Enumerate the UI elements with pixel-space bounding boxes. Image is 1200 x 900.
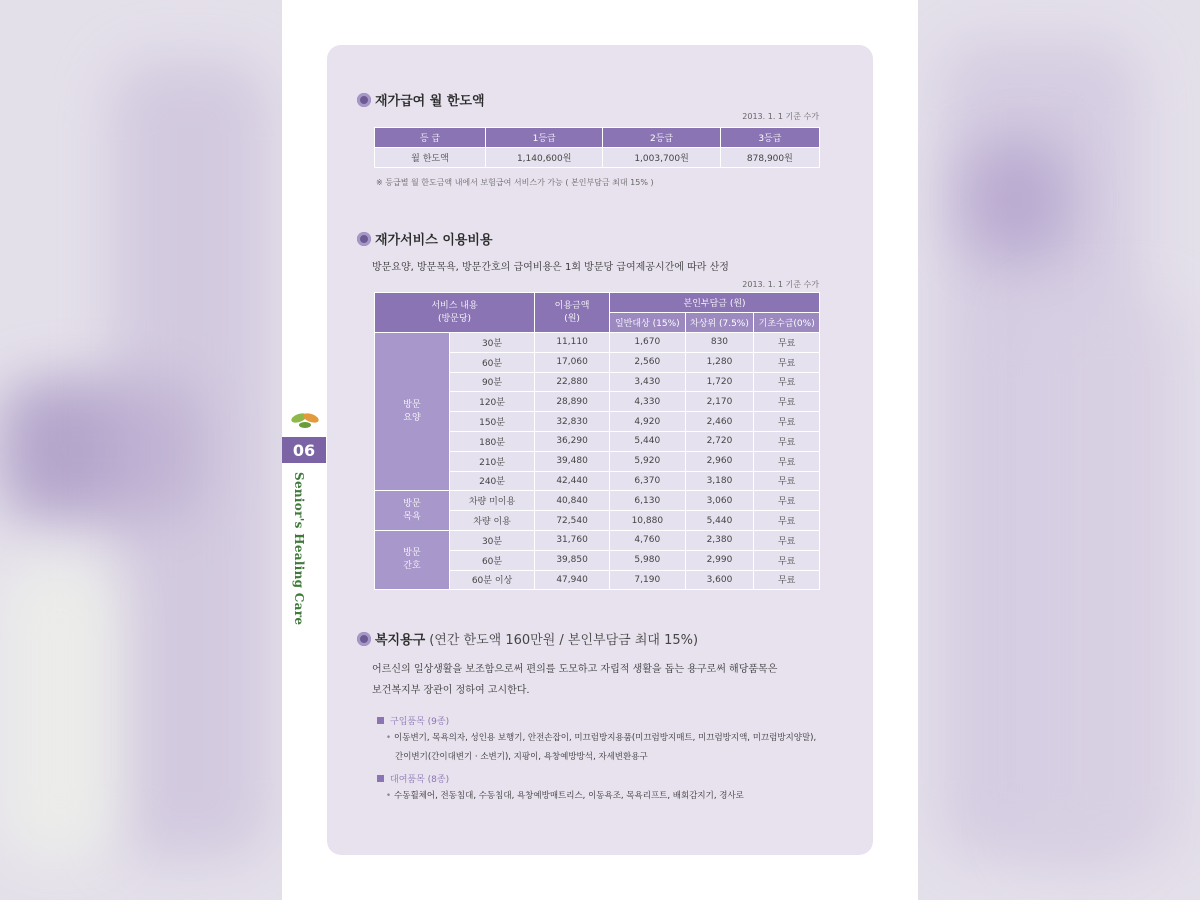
- backdrop-blur: [960, 140, 1070, 260]
- table-cell: 2,170: [685, 392, 754, 412]
- table-cell: 3,430: [610, 372, 686, 392]
- dot-bullet-icon: •: [386, 791, 392, 801]
- table-row: [375, 491, 820, 511]
- backdrop-blur: [1020, 300, 1190, 860]
- table-cell: 무료: [754, 352, 820, 372]
- table-cell: 7,190: [610, 570, 686, 590]
- dot-bullet-icon: •: [386, 733, 392, 743]
- table-cell: 30분: [450, 530, 535, 550]
- spine-title: Senior's Healing Care: [292, 472, 306, 626]
- subheader-cell: 차상위 (7.5%): [685, 313, 754, 333]
- header-cell: 2등급: [603, 128, 720, 148]
- table-cell: 2,720: [685, 431, 754, 451]
- table-cell: 6,370: [610, 471, 686, 491]
- table-cell: 830: [685, 333, 754, 353]
- table-cell: 72,540: [535, 511, 610, 531]
- table-cell: 무료: [754, 491, 820, 511]
- table-cell: 무료: [754, 333, 820, 353]
- table-cell: 무료: [754, 412, 820, 432]
- service-group-cell: 방문 목욕: [375, 491, 450, 531]
- table-cell: 60분: [450, 352, 535, 372]
- heading-text: 대여품목 (8종): [390, 775, 450, 785]
- square-bullet-icon: [377, 775, 384, 782]
- section-title-home-care-limit: [357, 90, 485, 109]
- header-cell: 1등급: [486, 128, 603, 148]
- service-group-cell: 방문 간호: [375, 530, 450, 589]
- section-bullet-icon: [357, 632, 371, 646]
- table-cell: 180분: [450, 431, 535, 451]
- footnote: ※ 등급별 월 한도금액 내에서 보험급여 서비스가 가능 ( 본인부담금 최대 15% ): [376, 178, 654, 187]
- table-cell: 1,720: [685, 372, 754, 392]
- list-item: [386, 748, 816, 767]
- purchase-items-list: [386, 729, 816, 767]
- table-cell: 90분: [450, 372, 535, 392]
- table-cell: 40,840: [535, 491, 610, 511]
- header-service: 서비스 내용 (방문당): [375, 293, 535, 333]
- table-cell: 1,670: [610, 333, 686, 353]
- table-cell: 22,880: [535, 372, 610, 392]
- section-description: 보건복지부 장관이 정하여 고시한다.: [372, 685, 530, 696]
- section-bullet-icon: [357, 93, 371, 107]
- table-cell: 5,440: [610, 431, 686, 451]
- table-cell: 32,830: [535, 412, 610, 432]
- table-cell: 무료: [754, 511, 820, 531]
- table-cell: 2,380: [685, 530, 754, 550]
- date-note: 2013. 1. 1 기준 수가: [742, 112, 819, 121]
- table-cell: 5,920: [610, 451, 686, 471]
- table-cell: 1,280: [685, 352, 754, 372]
- subheader-cell: 일반대상 (15%): [610, 313, 686, 333]
- table-cell: 2,960: [685, 451, 754, 471]
- chapter-number-badge: 06: [282, 437, 326, 463]
- table-cell: 무료: [754, 530, 820, 550]
- section-description: 방문요양, 방문목욕, 방문간호의 급여비용은 1회 방문당 급여제공시간에 따라 산정: [372, 262, 729, 273]
- table-cell: 10,880: [610, 511, 686, 531]
- table-cell: 4,920: [610, 412, 686, 432]
- section-title-welfare-equipment: [357, 629, 698, 648]
- table-cell: 2,560: [610, 352, 686, 372]
- table-cell: 60분: [450, 550, 535, 570]
- table-cell: 36,290: [535, 431, 610, 451]
- table-cell: 차량 미이용: [450, 491, 535, 511]
- table-cell: 3,060: [685, 491, 754, 511]
- table-row: [375, 530, 820, 550]
- backdrop-blur: [110, 60, 270, 860]
- monthly-limit-table: [374, 127, 820, 168]
- table-cell: 무료: [754, 451, 820, 471]
- table-cell: 17,060: [535, 352, 610, 372]
- table-cell: 6,130: [610, 491, 686, 511]
- table-cell: 39,480: [535, 451, 610, 471]
- header-copay: 본인부담금 (원): [610, 293, 820, 313]
- header-cell: 등 급: [375, 128, 486, 148]
- table-cell: 240분: [450, 471, 535, 491]
- list-item-text: 간이변기(간이대변기 · 소변기), 지팡이, 욕창예방방석, 자세변환용구: [395, 752, 648, 762]
- table-cell: 2,460: [685, 412, 754, 432]
- date-note: 2013. 1. 1 기준 수가: [742, 280, 819, 289]
- table-cell: 30분: [450, 333, 535, 353]
- table-cell: 47,940: [535, 570, 610, 590]
- table-cell: 3,600: [685, 570, 754, 590]
- square-bullet-icon: [377, 717, 384, 724]
- list-item: [386, 787, 744, 806]
- table-cell: 월 한도액: [375, 148, 486, 168]
- table-cell: 1,003,700원: [603, 148, 720, 168]
- section-description: 어르신의 일상생활을 보조함으로써 편의를 도모하고 자립적 생활을 돕는 용구로써 해당품목은: [372, 664, 778, 675]
- table-cell: 210분: [450, 451, 535, 471]
- section-title-text: 복지용구: [375, 633, 426, 648]
- table-cell: 무료: [754, 431, 820, 451]
- table-cell: 무료: [754, 471, 820, 491]
- table-cell: 28,890: [535, 392, 610, 412]
- table-header-row: [375, 293, 820, 313]
- subheader-cell: 기초수급(0%): [754, 313, 820, 333]
- backdrop-blur: [0, 560, 120, 860]
- table-cell: 차량 이용: [450, 511, 535, 531]
- table-cell: 무료: [754, 550, 820, 570]
- table-cell: 4,760: [610, 530, 686, 550]
- leaf-logo-icon: [290, 410, 320, 432]
- list-item: [386, 729, 816, 748]
- table-cell: 2,990: [685, 550, 754, 570]
- table-cell: 31,760: [535, 530, 610, 550]
- purchase-items-heading: [377, 714, 449, 727]
- service-group-cell: 방문 요양: [375, 333, 450, 491]
- table-row: [375, 333, 820, 353]
- table-cell: 무료: [754, 570, 820, 590]
- table-cell: 878,900원: [720, 148, 819, 168]
- table-cell: 39,850: [535, 550, 610, 570]
- table-cell: 4,330: [610, 392, 686, 412]
- header-cost: 이용금액 (원): [535, 293, 610, 333]
- table-cell: 150분: [450, 412, 535, 432]
- rental-items-heading: [377, 772, 449, 785]
- section-subtitle: (연간 한도액 160만원 / 본인부담금 최대 15%): [429, 633, 699, 648]
- section-title-text: 재가급여 월 한도액: [375, 94, 485, 109]
- table-cell: 무료: [754, 392, 820, 412]
- table-cell: 11,110: [535, 333, 610, 353]
- table-cell: 무료: [754, 372, 820, 392]
- heading-text: 구입품목 (9종): [390, 717, 450, 727]
- table-row: [375, 148, 820, 168]
- table-cell: 120분: [450, 392, 535, 412]
- table-header-row: [375, 128, 820, 148]
- section-title-service-cost: [357, 229, 493, 248]
- table-cell: 1,140,600원: [486, 148, 603, 168]
- header-cell: 3등급: [720, 128, 819, 148]
- table-cell: 3,180: [685, 471, 754, 491]
- table-cell: 60분 이상: [450, 570, 535, 590]
- table-cell: 5,980: [610, 550, 686, 570]
- list-item-text: 수동휠체어, 전동침대, 수동침대, 욕창예방매트리스, 이동욕조, 목욕리프트, 배회감지기, 경사로: [394, 791, 744, 801]
- list-item-text: 이동변기, 목욕의자, 성인용 보행기, 안전손잡이, 미끄럼방지용품(미끄럼방지매트, 미끄럼방지액, 미끄럼방지양말),: [394, 733, 817, 743]
- section-title-text: 재가서비스 이용비용: [375, 233, 493, 248]
- service-cost-table: [374, 292, 820, 590]
- section-bullet-icon: [357, 232, 371, 246]
- table-cell: 5,440: [685, 511, 754, 531]
- rental-items-list: [386, 787, 744, 806]
- table-cell: 42,440: [535, 471, 610, 491]
